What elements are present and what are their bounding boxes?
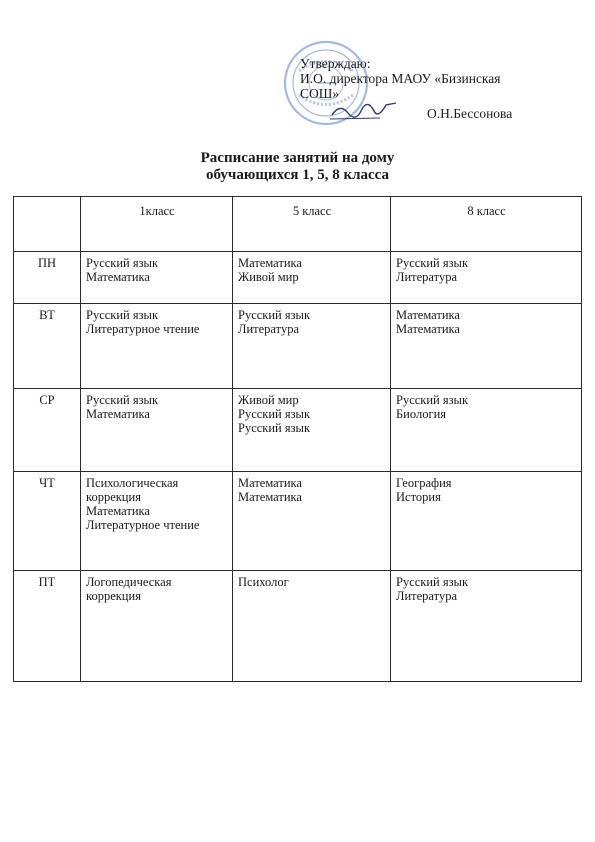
subject: Русский язык xyxy=(86,393,159,407)
header-day xyxy=(14,197,81,252)
subject: Математика xyxy=(238,256,302,270)
grade5-cell xyxy=(233,252,391,304)
title-line1: Расписание занятий на дому xyxy=(200,150,395,166)
table-row xyxy=(14,472,582,571)
grade8-cell xyxy=(391,252,582,304)
header-grade8: 8 класс xyxy=(391,197,582,252)
grade5-cell xyxy=(233,304,391,389)
header-grade1: 1класс xyxy=(81,197,233,252)
day-cell: ЧТ xyxy=(14,472,81,571)
subject: Биология xyxy=(396,407,447,421)
day-cell: ВТ xyxy=(14,304,81,389)
subject: Математика xyxy=(86,504,150,518)
grade1-cell xyxy=(81,304,233,389)
title-line2: обучающихся 1, 5, 8 класса xyxy=(205,167,390,183)
table-row xyxy=(14,304,582,389)
day-cell: СР xyxy=(14,389,81,472)
approval-label: Утверждаю: xyxy=(300,56,371,71)
schedule-table xyxy=(13,196,582,682)
subject: Математика xyxy=(86,407,150,421)
subject: Логопедическая xyxy=(86,575,172,589)
document-title xyxy=(0,150,595,184)
subject: Литература xyxy=(396,270,457,284)
table-row xyxy=(14,571,582,682)
director-name: О.Н.Бессонова xyxy=(427,106,513,121)
subject: Математика xyxy=(86,270,150,284)
grade8-cell xyxy=(391,389,582,472)
grade5-cell xyxy=(233,389,391,472)
subject: Литература xyxy=(238,322,299,336)
day-cell: ПН xyxy=(14,252,81,304)
table-header-row xyxy=(14,197,582,252)
subject: Живой мир xyxy=(238,393,299,407)
table-row xyxy=(14,252,582,304)
subject: коррекция xyxy=(86,490,141,504)
subject: Математика xyxy=(238,476,302,490)
grade8-cell xyxy=(391,304,582,389)
subject: Математика xyxy=(396,322,460,336)
table-row xyxy=(14,389,582,472)
approval-position-line1: И.О. директора МАОУ «Бизинская xyxy=(300,71,501,86)
subject: Математика xyxy=(396,308,460,322)
subject: Русский язык xyxy=(396,256,469,270)
grade1-cell xyxy=(81,389,233,472)
day-cell: ПТ xyxy=(14,571,81,682)
grade1-cell xyxy=(81,252,233,304)
subject: История xyxy=(396,490,441,504)
grade1-cell xyxy=(81,472,233,571)
subject: Литературное чтение xyxy=(86,518,200,532)
subject: Литература xyxy=(396,589,457,603)
grade5-cell xyxy=(233,571,391,682)
header-grade5: 5 класс xyxy=(233,197,391,252)
subject: Психолог xyxy=(238,575,289,589)
grade8-cell xyxy=(391,571,582,682)
grade5-cell xyxy=(233,472,391,571)
subject: Русский язык xyxy=(86,308,159,322)
subject: Русский язык xyxy=(396,393,469,407)
subject: Русский язык xyxy=(396,575,469,589)
subject: коррекция xyxy=(86,589,141,603)
subject: География xyxy=(396,476,452,490)
subject: Литературное чтение xyxy=(86,322,200,336)
subject: Математика xyxy=(238,490,302,504)
subject: Русский язык xyxy=(86,256,159,270)
subject: Русский язык xyxy=(238,407,311,421)
grade1-cell xyxy=(81,571,233,682)
approval-block xyxy=(300,56,540,121)
subject: Психологическая xyxy=(86,476,179,490)
grade8-cell xyxy=(391,472,582,571)
subject: Русский язык xyxy=(238,308,311,322)
subject: Русский язык xyxy=(238,421,311,435)
approval-position-line2: СОШ» xyxy=(300,86,340,101)
subject: Живой мир xyxy=(238,270,299,284)
